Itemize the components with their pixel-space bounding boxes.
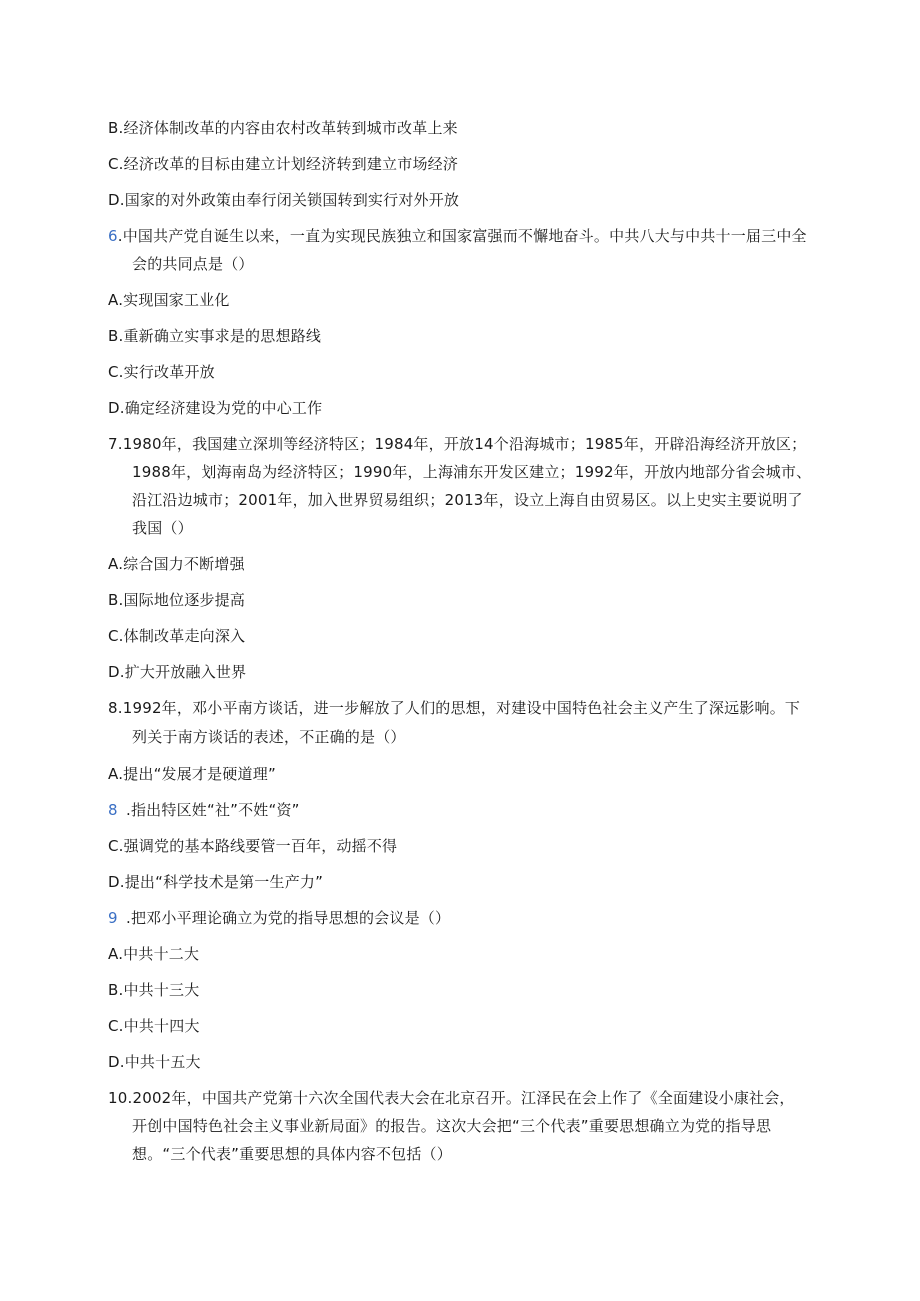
q6-stem-line-1 <box>108 226 807 246</box>
q6-stem-text: .中国共产党自诞生以来，一直为实现民族独立和国家富强而不懈地奋斗。中共八大与中共十一届三中全 <box>117 227 807 245</box>
q10-stem-line-1: 10.2002年，中国共产党第十六次全国代表大会在北京召开。江泽民在会上作了《全面建设小康社会， <box>108 1089 795 1107</box>
q6-option-b: B.重新确立实事求是的思想路线 <box>108 327 322 345</box>
q6-option-c: C.实行改革开放 <box>108 363 215 381</box>
q5-option-c: C.经济改革的目标由建立计划经济转到建立市场经济 <box>108 155 459 173</box>
q8-option-b-number: 8 <box>108 801 118 819</box>
q8-option-c: C.强调党的基本路线要管一百年，动摇不得 <box>108 837 398 855</box>
q6-option-a: A.实现国家工业化 <box>108 291 230 309</box>
q9-number: 9 <box>108 909 118 927</box>
q9-option-a: A.中共十二大 <box>108 945 200 963</box>
q8-stem-line-1: 8.1992年，邓小平南方谈话，进一步解放了人们的思想，对建设中国特色社会主义产生了深远影响。下 <box>108 699 801 717</box>
q10-stem-line-3: 想。“三个代表”重要思想的具体内容不包括（） <box>132 1145 452 1163</box>
q8-option-d: D.提出“科学技术是第一生产力” <box>108 873 324 891</box>
q8-option-b-text: .指出特区姓“社”不姓“资” <box>126 801 300 819</box>
q8-option-b <box>108 800 300 820</box>
q7-option-a: A.综合国力不断增强 <box>108 555 245 573</box>
q10-stem-line-2: 开创中国特色社会主义事业新局面》的报告。这次大会把“三个代表”重要思想确立为党的指导思 <box>132 1117 772 1135</box>
q6-stem-line-2: 会的共同点是（） <box>132 255 254 273</box>
q7-stem-line-4: 我国（） <box>132 519 193 537</box>
q7-stem-line-1: 7.1980年，我国建立深圳等经济特区；1984年，开放14个沿海城市；1985年，开辟沿海经济开放区； <box>108 435 807 453</box>
q8-option-a: A.提出“发展才是硬道理” <box>108 765 276 783</box>
q7-option-b: B.国际地位逐步提高 <box>108 591 246 609</box>
q8-stem-line-2: 列关于南方谈话的表述，不正确的是（） <box>132 728 406 746</box>
q9-stem <box>108 908 450 928</box>
q9-option-d: D.中共十五大 <box>108 1053 201 1071</box>
q5-option-d: D.国家的对外政策由奉行闭关锁国转到实行对外开放 <box>108 191 460 209</box>
q7-stem-line-3: 沿江沿边城市；2001年，加入世界贸易组织；2013年，设立上海自由贸易区。以上史实主要说明了 <box>132 491 803 509</box>
q7-option-c: C.体制改革走向深入 <box>108 627 246 645</box>
q7-stem-line-2: 1988年，划海南岛为经济特区；1990年，上海浦东开发区建立；1992年，开放内地部分省会城市、 <box>132 463 812 481</box>
q9-option-c: C.中共十四大 <box>108 1017 200 1035</box>
q9-option-b: B.中共十三大 <box>108 981 200 999</box>
q5-option-b: B.经济体制改革的内容由农村改革转到城市改革上来 <box>108 119 458 137</box>
q6-number: 6 <box>108 227 118 245</box>
q9-stem-text: .把邓小平理论确立为党的指导思想的会议是（） <box>126 909 451 927</box>
q7-option-d: D.扩大开放融入世界 <box>108 663 247 681</box>
q6-option-d: D.确定经济建设为党的中心工作 <box>108 399 323 417</box>
